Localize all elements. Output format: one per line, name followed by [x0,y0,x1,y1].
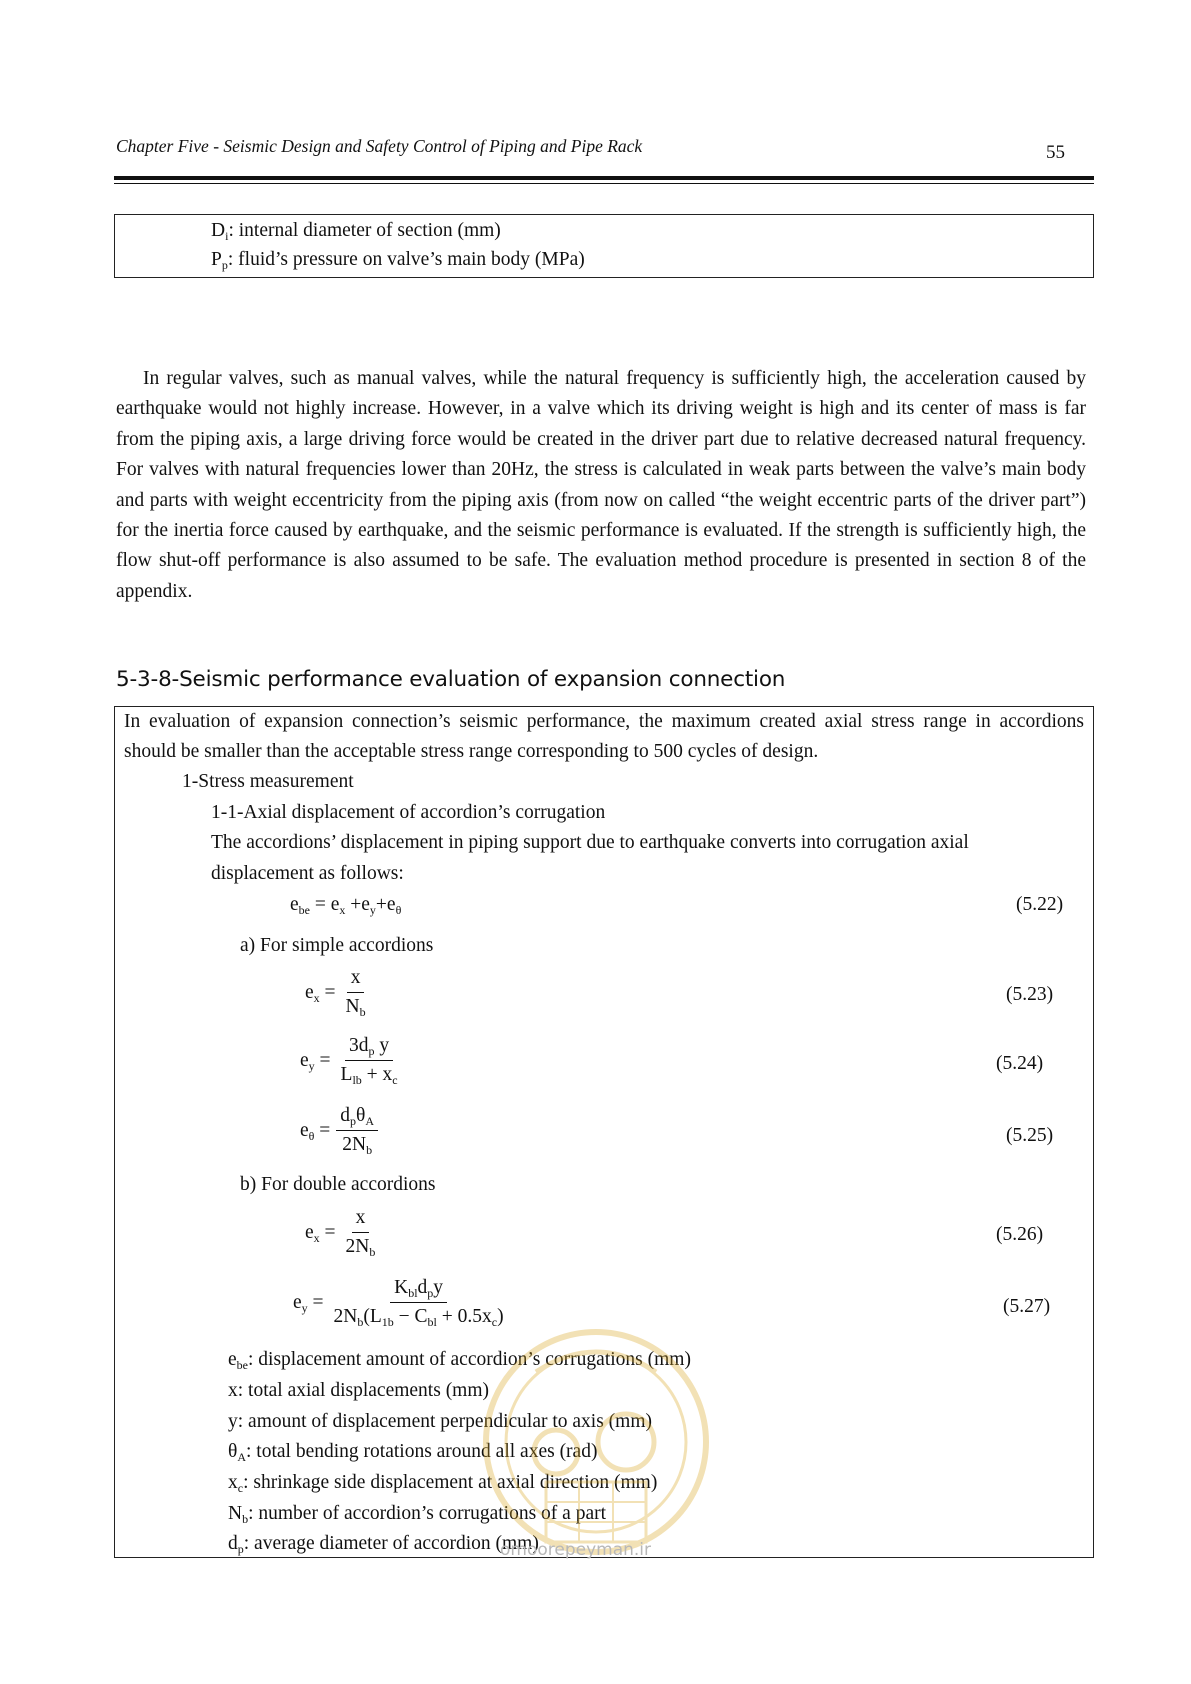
body-paragraph: In regular valves, such as manual valves, while the natural frequency is sufficiently high, the acceleration caused by earthquake would not highly increase. However, in a valve which its driving weight is high and its center of mass is far from the piping axis, a large driving force would be created in the driver part due to relative decreased natural frequency. For valves with natural frequencies lower than 20Hz, the stress is calculated in weak parts between the valve’s main body and parts with weight eccentricity from the piping axis (from now on called “the weight eccentric parts of the driver part”) for the inertia force caused by earthquake, and the seismic performance is evaluated. If the strength is sufficiently high, the flow shut-off performance is also assumed to be safe. The evaluation method procedure is presented in section 8 of the appendix. [116,368,1086,602]
equation-number-5-27: (5.27) [1003,1296,1051,1317]
simple-accordions-label: a) For simple accordions [240,935,434,956]
header-rule-thin [114,183,1094,184]
definitions-box-top [114,214,1094,278]
equation-number-5-23: (5.23) [1006,984,1054,1005]
watermark-text: omoorepeyman.ir [500,1540,652,1560]
section-heading: 5-3-8-Seismic performance evaluation of expansion connection [116,667,786,692]
definition-y: y: amount of displacement perpendicular to axis (mm) [228,1411,653,1432]
equation-5-22: $e_{be} = e_x +e_y+e_\theta$ [290,894,402,917]
equation-5-23: $e_x$ = $\frac{x}{N_b}$ [305,967,366,1019]
definition-xc: $x_c$: shrinkage side displacement at axial direction (mm) [228,1472,658,1495]
equation-number-5-25: (5.25) [1006,1125,1054,1146]
header-rule-thick [114,176,1094,180]
description-line-1: The accordions’ displacement in piping support due to earthquake converts into corrugation axial [211,832,969,853]
equation-5-25: $e_\theta$ = $\frac{d_p\theta_A}{2N_b}$ [300,1104,378,1157]
definition-nb: $N_b$: number of accordion’s corrugations of a part [228,1503,607,1526]
equation-number-5-26: (5.26) [996,1224,1044,1245]
equation-5-27: $e_y$ = $\frac{K_{bl}d_py}{2N_b(L_{1b} - C_{bl} + 0.5x_c)}$ [293,1277,504,1329]
item-axial-displacement: 1-1-Axial displacement of accordion’s corrugation [211,802,606,823]
box-intro-paragraph: In evaluation of expansion connection’s seismic performance, the maximum created axial stress range in accordions should be smaller than the acceptable stress range corresponding to 500 cycles of design. [124,711,1084,763]
definition-ebe: $e_{be}$: displacement amount of accordion’s corrugations (mm) [228,1349,691,1372]
definition-pp: $P_p$: fluid’s pressure on valve’s main body (MPa) [211,249,585,272]
definition-dp: $d_p$: average diameter of accordion (mm) [228,1533,539,1556]
equation-number-5-22: (5.22) [1016,894,1064,915]
equation-5-26: $e_x$ = $\frac{x}{2N_b}$ [305,1207,376,1259]
double-accordions-label: b) For double accordions [240,1174,436,1195]
running-header-title: Chapter Five - Seismic Design and Safety Control of Piping and Pipe Rack [116,136,643,156]
description-line-2: displacement as follows: [211,863,404,884]
definition-theta-a: $\theta_A$: total bending rotations around all axes (rad) [228,1441,598,1464]
page-number: 55 [1046,142,1065,163]
definition-di: $D_i$: internal diameter of section (mm) [211,220,501,243]
item-stress-measurement: 1-Stress measurement [182,771,354,792]
equation-number-5-24: (5.24) [996,1053,1044,1074]
definition-x: x: total axial displacements (mm) [228,1380,490,1401]
equation-5-24: $e_y$ = $\frac{3d_p y}{L_{lb} + x_c}$ [300,1035,398,1087]
watermark-logo [476,1312,716,1572]
